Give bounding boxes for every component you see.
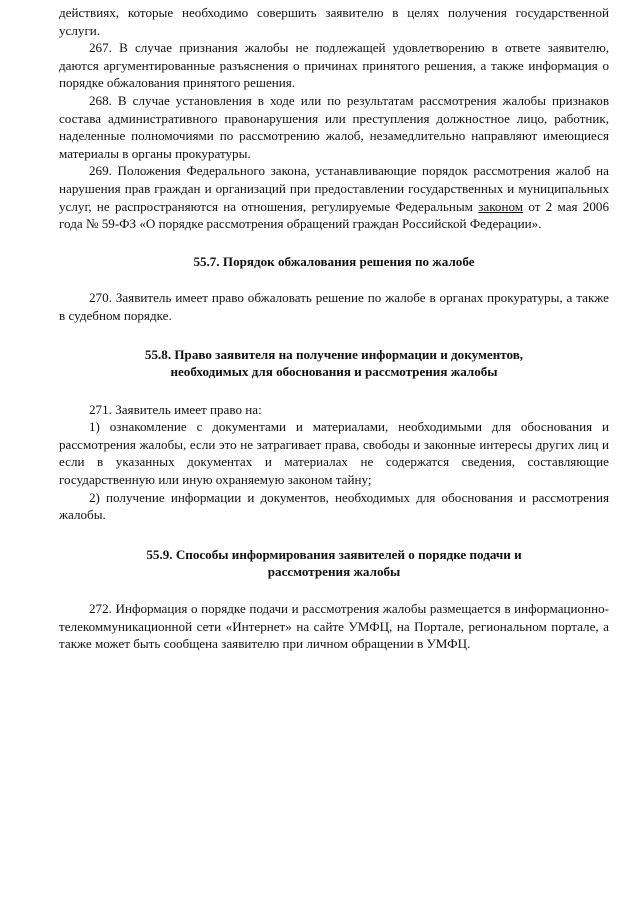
law-link[interactable]: законом — [478, 198, 524, 214]
paragraph-272: 272. Информация о порядке подачи и рассмотрения жалобы размещается в информационно-телекоммуникационной сети «Интернет» на сайте УМФЦ, на Портале, региональном портале, а также может быть сообщена заявителю при личном обращении в УМФЦ. — [59, 601, 609, 652]
heading-55-9-line-2: рассмотрения жалобы — [267, 564, 401, 580]
spacer — [59, 524, 609, 546]
paragraph-continuation: действиях, которые необходимо совершить заявителю в целях получения государственной услуги. — [59, 5, 609, 38]
paragraph-270: 270. Заявитель имеет право обжаловать решение по жалобе в органах прокуратуры, а также в судебном порядке. — [59, 290, 609, 323]
paragraph-271-item-2: 2) получение информации и документов, необходимых для обоснования и рассмотрения жалобы. — [59, 489, 609, 523]
heading-55-8-line-2: необходимых для обоснования и рассмотрения жалобы — [170, 364, 498, 380]
spacer — [59, 233, 609, 253]
paragraph-267: 267. В случае признания жалобы не подлежащей удовлетворению в ответе заявителю, даются аргументированные разъяснения о причинах принятого решения, а также информация о порядке обжалования принятого решения. — [59, 40, 609, 91]
heading-55-9 — [59, 546, 609, 581]
paragraph-269 — [59, 162, 609, 232]
paragraph-269-text-a: 269. Положения Федерального закона, устанавливающие порядок рассмотрения жалоб на нарушения прав граждан и организаций при предоставлении государственных и муниципальных услуг, не распространяются на отношения, регулируемые Федеральным — [59, 163, 609, 214]
heading-55-8 — [59, 346, 609, 381]
spacer — [59, 381, 609, 401]
heading-55-8-line-1: 55.8. Право заявителя на получение информации и документов, — [144, 346, 524, 362]
heading-55-7: 55.7. Порядок обжалования решения по жалобе — [193, 253, 475, 269]
paragraph-271: 271. Заявитель имеет право на: — [89, 401, 262, 417]
paragraph-269-text-b: от 2 мая 2006 года № 59-ФЗ «О порядке рассмотрения обращений граждан Российской Федерации». — [59, 198, 609, 232]
paragraph-271-item-1: 1) ознакомление с документами и материалами, необходимыми для обоснования и рассмотрения жалобы, если это не затрагивает права, свободы и законные интересы других лиц и если в указанных документах и материалах не содержатся сведения, составляющие государственную или иную охраняемую законом тайну; — [59, 419, 609, 488]
heading-55-9-line-1: 55.9. Способы информирования заявителей о порядке подачи и — [146, 546, 522, 562]
spacer — [59, 581, 609, 600]
spacer — [59, 325, 609, 346]
spacer — [59, 270, 609, 289]
paragraph-268: 268. В случае установления в ходе или по результатам рассмотрения жалобы признаков состава административного правонарушения или преступления должностное лицо, работник, наделенные полномочиями по рассмотрению жалоб, незамедлительно направляют имеющиеся материалы в органы прокуратуры. — [59, 92, 609, 161]
